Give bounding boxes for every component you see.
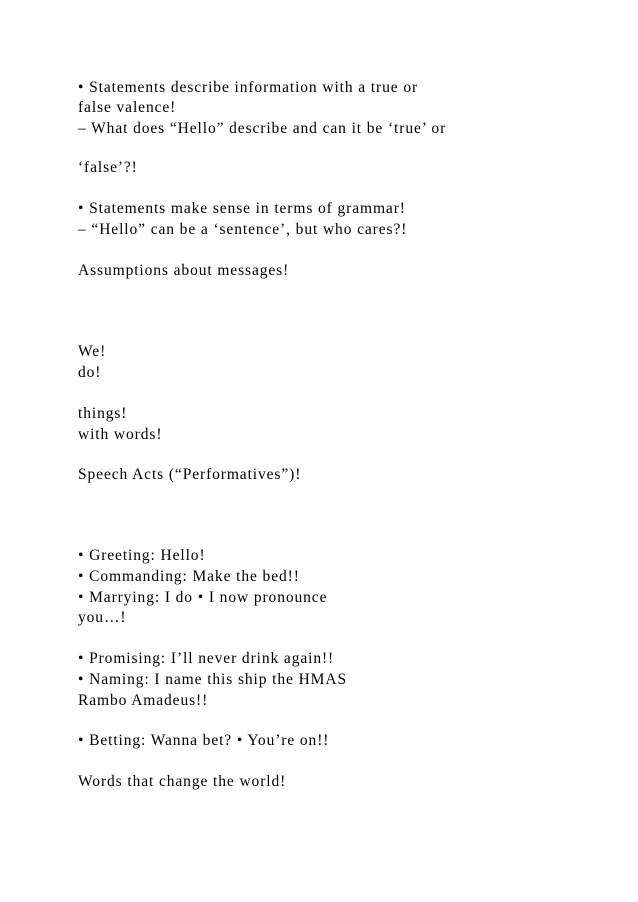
heading-words-change-world: Words that change the world! (78, 773, 287, 790)
bullet-naming-cont: Rambo Amadeus!! (78, 692, 209, 709)
heading-speech-acts: Speech Acts (“Performatives”)! (78, 466, 302, 483)
bullet-greeting: • Greeting: Hello! (78, 547, 206, 564)
phrase-we: We! (78, 343, 107, 360)
statement-bullet-1-cont: false valence! (78, 99, 177, 116)
bullet-naming: • Naming: I name this ship the HMAS (78, 671, 347, 688)
bullet-commanding: • Commanding: Make the bed!! (78, 568, 300, 585)
statement-bullet-1: • Statements describe information with a true or (78, 79, 419, 96)
hello-sentence-remark: – “Hello” can be a ‘sentence’, but who cares?! (78, 221, 408, 238)
hello-question-cont: ‘false’?! (78, 159, 138, 176)
bullet-betting: • Betting: Wanna bet? • You’re on!! (78, 732, 330, 749)
bullet-promising: • Promising: I’ll never drink again!! (78, 650, 335, 667)
hello-question: – What does “Hello” describe and can it be ‘true’ or (78, 120, 447, 137)
phrase-with-words: with words! (78, 426, 163, 443)
statement-bullet-2: • Statements make sense in terms of grammar! (78, 200, 406, 217)
phrase-do: do! (78, 364, 102, 381)
phrase-things: things! (78, 405, 128, 422)
bullet-marrying: • Marrying: I do • I now pronounce (78, 589, 328, 606)
bullet-marrying-cont: you…! (78, 609, 127, 626)
heading-assumptions: Assumptions about messages! (78, 262, 290, 279)
